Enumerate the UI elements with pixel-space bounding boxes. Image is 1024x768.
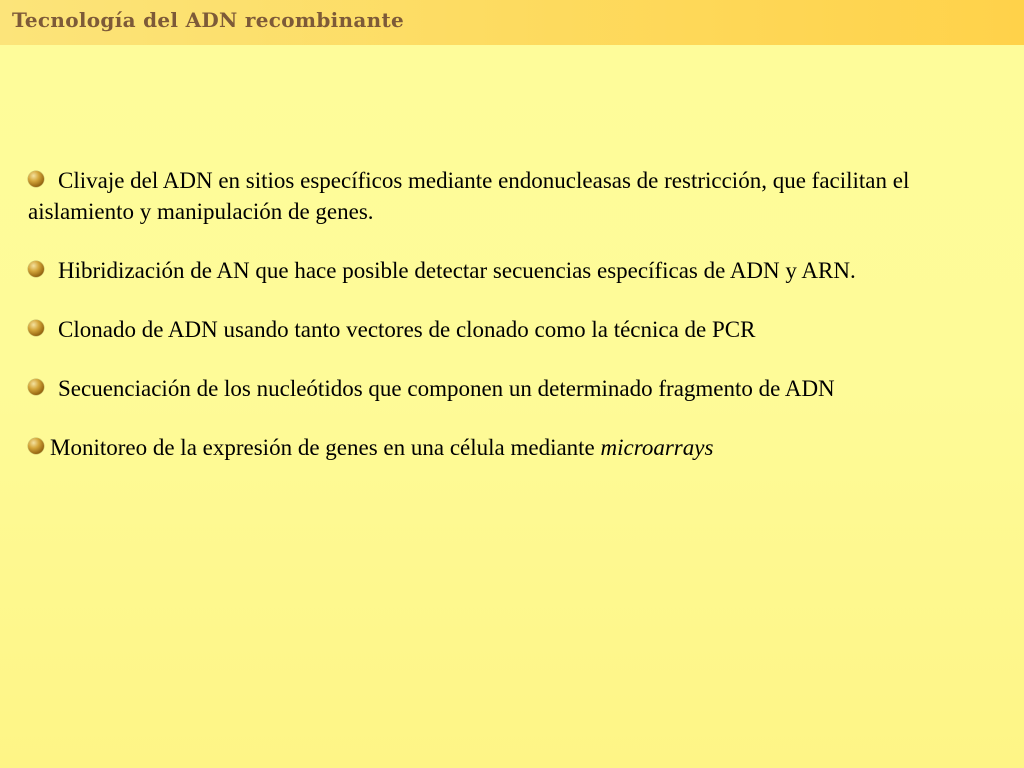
- gold-sphere-bullet-icon: [28, 261, 44, 277]
- bullet-item-monitoreo: [28, 432, 1003, 463]
- slide-title: Tecnología del ADN recombinante: [12, 8, 405, 32]
- bullet-item-hibridizacion: [28, 255, 1003, 286]
- gold-sphere-bullet-icon: [28, 438, 44, 454]
- bullet-list: [28, 165, 1003, 491]
- bullet-text: Secuenciación de los nucleótidos que componen un determinado fragmento de ADN: [58, 376, 835, 401]
- bullet-text-italic: microarrays: [600, 435, 714, 460]
- title-bar: [0, 0, 1024, 45]
- gold-sphere-bullet-icon: [28, 320, 44, 336]
- bullet-text: Hibridización de AN que hace posible detectar secuencias específicas de ADN y ARN.: [58, 258, 856, 283]
- bullet-item-clivaje: [28, 165, 1003, 227]
- bullet-item-clonado: [28, 314, 1003, 345]
- gold-sphere-bullet-icon: [28, 171, 44, 187]
- bullet-item-secuenciacion: [28, 373, 1003, 404]
- bullet-text: Clonado de ADN usando tanto vectores de clonado como la técnica de PCR: [58, 317, 756, 342]
- bullet-text: Monitoreo de la expresión de genes en una célula mediante: [50, 435, 601, 460]
- bullet-text: Clivaje del ADN en sitios específicos mediante endonucleasas de restricción, que facilitan el aislamiento y manipulación de genes.: [28, 168, 910, 224]
- gold-sphere-bullet-icon: [28, 379, 44, 395]
